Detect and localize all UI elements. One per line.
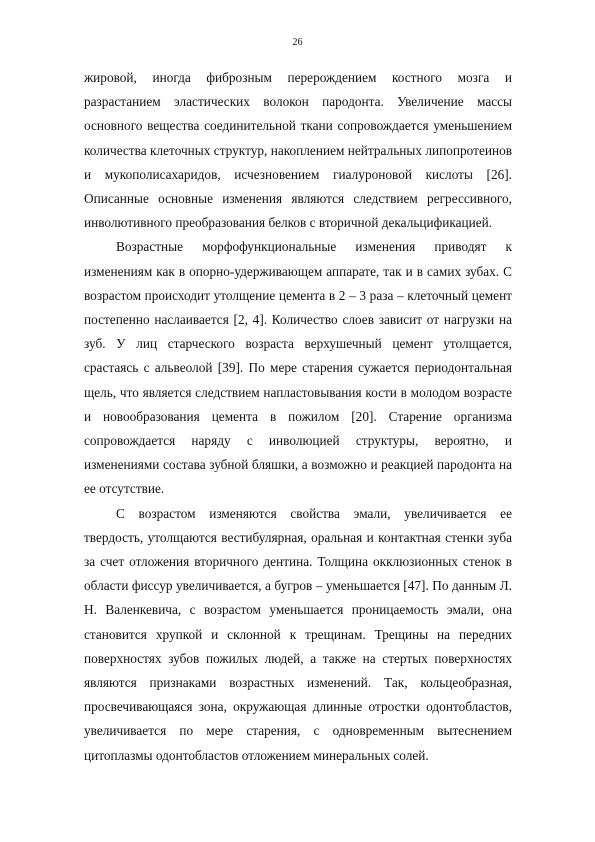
page-number: 26 (292, 37, 303, 48)
document-body (84, 66, 512, 768)
paragraph-age-changes: Возрастные морфофункциональные изменения приводят к изменениям как в опорно-удерживающем аппарате, так и в самих зубах. С возрастом происходит утолщение цемента в 2 – 3 раза – клеточный цемент постепенно наслаивается [2, 4]. Количество слоев зависит от нагрузки на зуб. У лиц старческого возраста верхушечный цемент утолщается, срастаясь с альвеолой [39]. По мере старения сужается периодонтальная щель, что является следствием напластовывания кости в молодом возрасте и новообразования цемента в пожилом [20]. Старение организма сопровождается наряду с инволюцией структуры, вероятно, и изменениями состава зубной бляшки, а возможно и реакцией пародонта на ее отсутствие. (84, 239, 512, 497)
paragraph-continuation: жировой, иногда фиброзным перерождением костного мозга и разрастанием эластических волокон пародонта. Увеличение массы основного вещества соединительной ткани сопровождается уменьшением количества клеточных структур, накоплением нейтральных липопротеинов и мукополисахаридов, исчезновением гиалуроновой кислоты [26]. Описанные основные изменения являются следствием регрессивного, инволютивного преобразования белков с вторичной декальцификацией. (84, 70, 512, 231)
paragraph-enamel-changes: С возрастом изменяются свойства эмали, увеличивается ее твердость, утолщаются вестибулярная, оральная и контактная стенки зуба за счет отложения вторичного дентина. Толщина окклюзионных стенок в области фиссур увеличивается, а бугров – уменьшается [47]. По данным Л. Н. Валенкевича, с возрастом уменьшается проницаемость эмали, она становится хрупкой и склонной к трещинам. Трещины на передних поверхностях зубов пожилых людей, а также на стертых поверхностях являются признаками возрастных изменений. Так, кольцеобразная, просвечивающаяся зона, окружающая длинные отростки одонтобластов, увеличивается по мере старения, с одновременным вытеснением цитоплазмы одонтобластов отложением минеральных солей. (84, 505, 512, 763)
